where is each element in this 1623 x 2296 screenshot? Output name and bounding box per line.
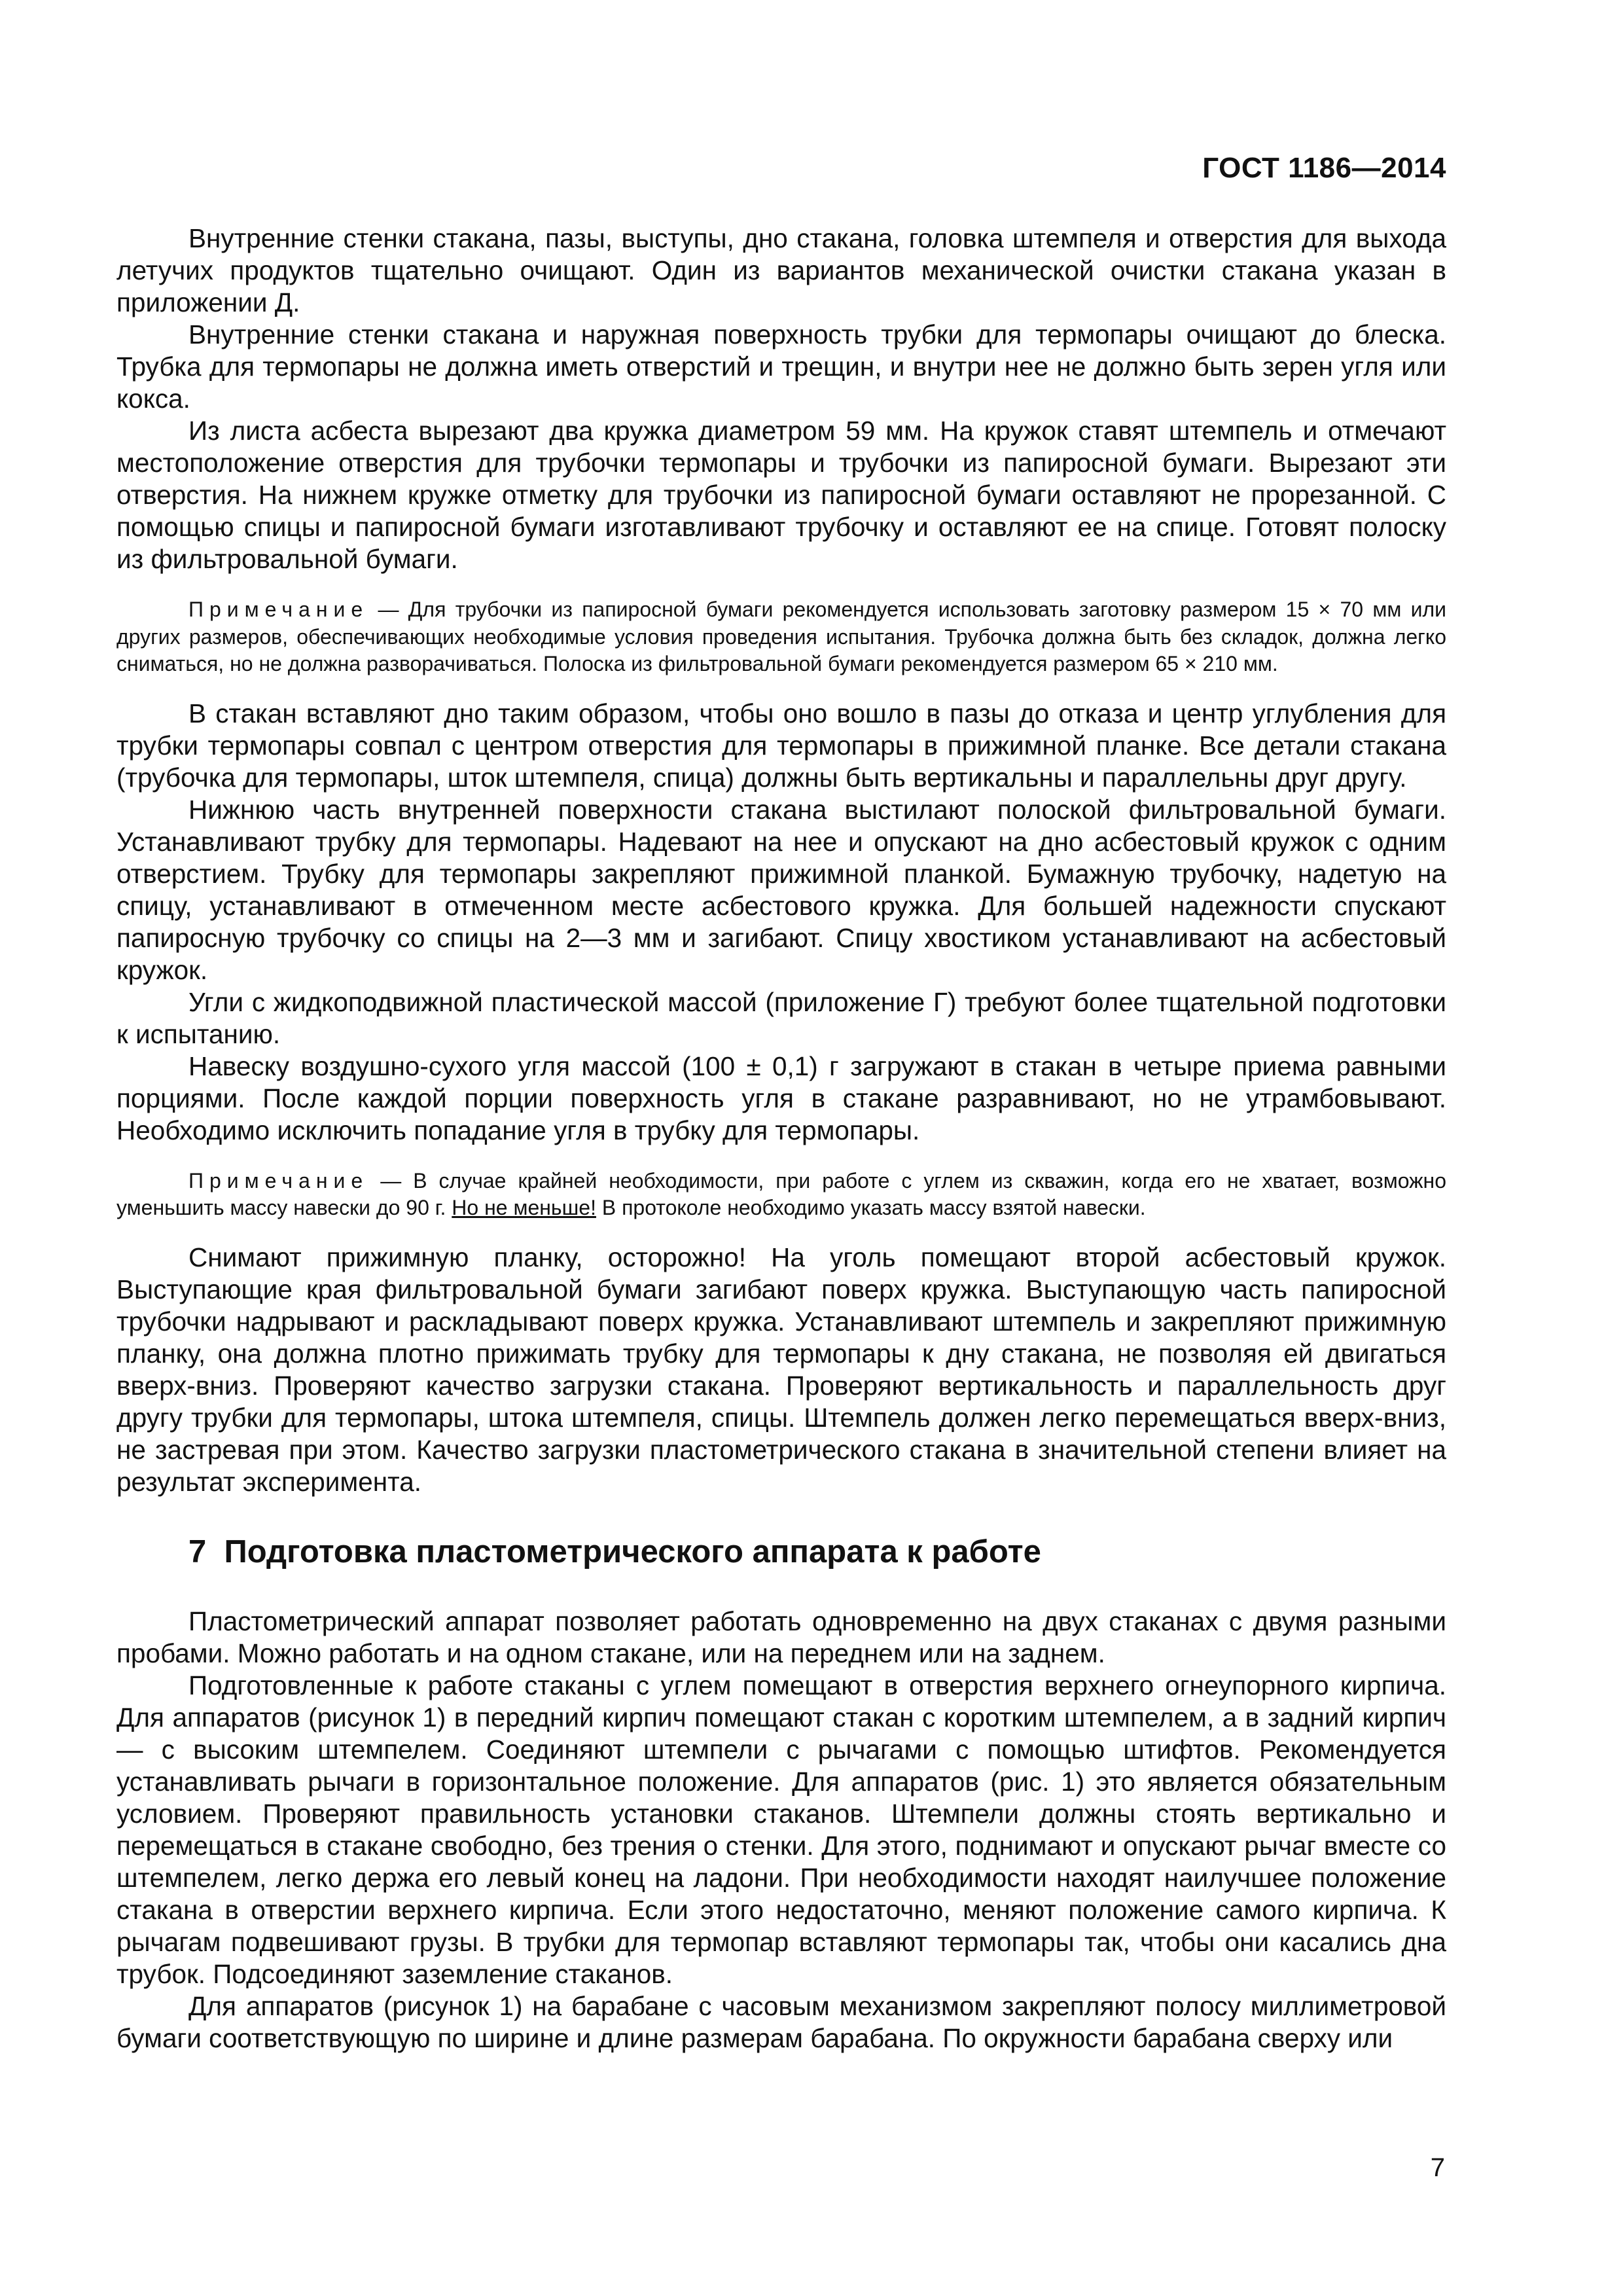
paragraph-insert-bottom: В стакан вставляют дно таким образом, чтобы оно вошло в пазы до отказа и центр углубления для трубки термопары совпал с центром отверстия для термопары в прижимной планке. Все детали стакана (трубочка для термопары, шток штемпеля, спица) должны быть вертикальны и параллельны друг другу.: [116, 698, 1446, 793]
paragraph-apparatus-intro: Пластометрический аппарат позволяет работать одновременно на двух стаканах с двумя разными пробами. Можно работать и на одном стакане, или на переднем или на заднем.: [116, 1605, 1446, 1668]
note-sample-mass: [116, 1168, 1446, 1222]
note-text: — В случае крайней необходимости, при работе с углем из скважин, когда его не хватает, возможно уменьшить массу навески до 90 г.: [116, 1168, 1447, 1219]
paragraph-cup-placement: Подготовленные к работе стаканы с углем помещают в отверстия верхнего огнеупорного кирпича. Для аппаратов (рисунок 1) в передний кирпич помещают стакан с коротким штемпелем, а в задний кирпич — с высоким штемпелем. Соединяют штемпели с рычагами с помощью штифтов. Рекомендуется устанавливать рычаги в горизонтальное положение. Для аппаратов (рис. 1) это является обязательным условием. Проверяют правильность установки стаканов. Штемпели должны стоять вертикально и перемещаться в стакане свободно, без трения о стенки. Для этого, поднимают и опускают рычаг вместе со штемпелем, легко держа его левый конец на ладони. При необходимости находят наилучшее положение стакана в отверстии верхнего кирпича. Если этого недостаточно, меняют положение самого кирпича. К рычагам подвешивают грузы. В трубки для термопар вставляют термопары так, чтобы они касались дна трубок. Подсоединяют заземление стаканов.: [116, 1670, 1446, 1989]
paragraph-filter-paper: Нижнюю часть внутренней поверхности стакана выстилают полоской фильтровальной бумаги. Устанавливают трубку для термопары. Надевают на нее и опускают на дно асбестовый кружок с одним отверстием. Трубку для термопары закрепляют прижимной планкой. Бумажную трубочку, надетую на спицу, устанавливают в отмеченном месте асбестового кружка. Для большей надежности спускают папиросную трубочку со спицы на 2—3 мм и загибают. Спицу хвостиком устанавливают на асбестовый кружок.: [116, 794, 1446, 985]
document-code-header: ГОСТ 1186—2014: [1202, 152, 1446, 184]
note-underlined-warning: Но не меньше!: [452, 1196, 596, 1219]
note-text: — Для трубочки из папиросной бумаги рекомендуется использовать заготовку размером 15 × 70 мм или других размеров, обеспечивающих необходимые условия проведения испытания. Трубочка должна быть без складок, должна легко сниматься, но не должна разворачиваться. Полоска из фильтровальной бумаги рекомендуется размером 65 × 210 мм.: [116, 598, 1446, 675]
paragraph-cleaning: Внутренние стенки стакана, пазы, выступы, дно стакана, головка штемпеля и отверстия для выхода летучих продуктов тщательно очищают. Один из вариантов механической очистки стакана указан в приложении Д.: [116, 223, 1446, 317]
page-body: [116, 223, 1446, 2054]
section-number: 7: [188, 1534, 207, 1570]
paragraph-fluid-coals: Угли с жидкоподвижной пластической массой (приложение Г) требуют более тщательной подготовки к испытанию.: [116, 986, 1446, 1049]
note-label: Примечание: [188, 1168, 369, 1193]
paragraph-drum-paper: Для аппаратов (рисунок 1) на барабане с часовым механизмом закрепляют полосу миллиметровой бумаги соответствующую по ширине и длине размерам барабана. По окружности барабана сверху или: [116, 1990, 1446, 2053]
section-heading: [188, 1532, 1446, 1571]
note-paper-tube: [116, 596, 1446, 678]
paragraph-sample-loading: Навеску воздушно-сухого угля массой (100 ± 0,1) г загружают в стакан в четыре приема равными порциями. После каждой порции поверхность угля в стакане разравнивают, но не утрамбовывают. Необходимо исключить попадание угля в трубку для термопары.: [116, 1050, 1446, 1145]
note-label: Примечание: [188, 598, 369, 621]
page-number: 7: [1430, 2153, 1445, 2182]
paragraph-asbestos-discs: Из листа асбеста вырезают два кружка диаметром 59 мм. На кружок ставят штемпель и отмечают местоположение отверстия для трубочки термопары и трубочки из папиросной бумаги. Вырезают эти отверстия. На нижнем кружке отметку для трубочки из папиросной бумаги оставляют не прорезанной. С помощью спицы и папиросной бумаги изготавливают трубочку и оставляют ее на спице. Готовят полоску из фильтровальной бумаги.: [116, 416, 1446, 574]
paragraph-final-assembly: Снимают прижимную планку, осторожно! На уголь помещают второй асбестовый кружок. Выступающие края фильтровальной бумаги загибают поверх кружка. Выступающую часть папиросной трубочки надрывают и раскладывают поверх кружка. Устанавливают штемпель и закрепляют прижимную планку, она должна плотно прижимать трубку для термопары к дну стакана, не позволяя ей двигаться вверх-вниз. Проверяют качество загрузки стакана. Проверяют вертикальность и параллельность друг другу трубки для термопары, штока штемпеля, спицы. Штемпель должен легко перемещаться вверх-вниз, не застревая при этом. Качество загрузки пластометрического стакана в значительной степени влияет на результат эксперимента.: [116, 1242, 1446, 1497]
paragraph-thermocouple-tube: Внутренние стенки стакана и наружная поверхность трубки для термопары очищают до блеска. Трубка для термопары не должна иметь отверстий и трещин, и внутри нее не должно быть зерен угля или кокса.: [116, 319, 1446, 414]
note-text-end: В протоколе необходимо указать массу взятой навески.: [596, 1196, 1146, 1219]
section-title: Подготовка пластометрического аппарата к работе: [224, 1534, 1041, 1570]
